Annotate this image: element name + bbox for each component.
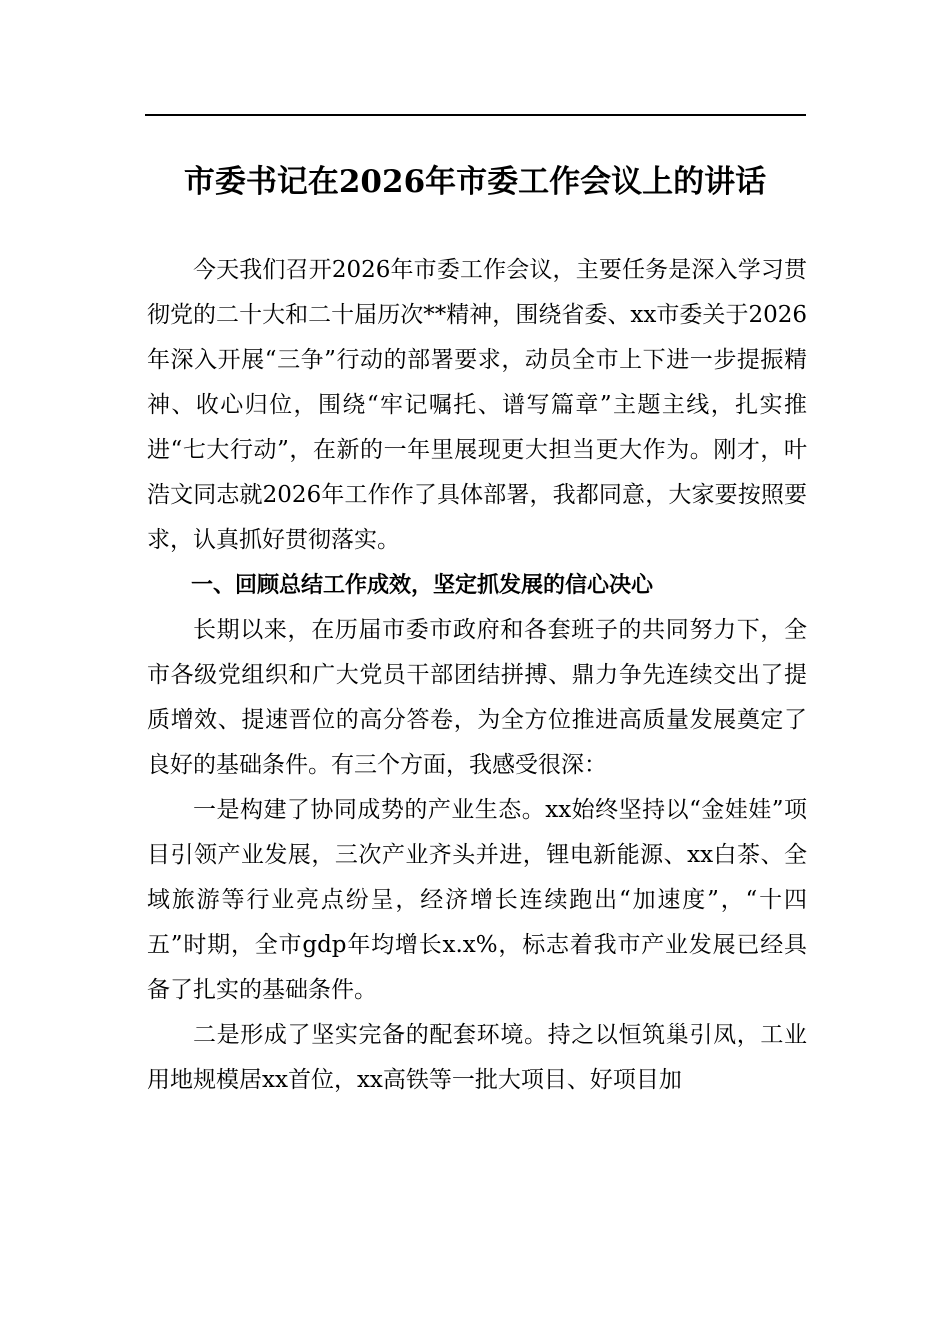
document-body bbox=[147, 248, 807, 1103]
header-rule bbox=[145, 114, 806, 116]
body-paragraph: 二是形成了坚实完备的配套环境。持之以恒筑巢引凤，工业用地规模居xx首位，xx高铁等一批大项目、好项目加 bbox=[147, 1022, 807, 1093]
intro-paragraph: 今天我们召开2026年市委工作会议，主要任务是深入学习贯彻党的二十大和二十届历次**精神，围绕省委、xx市委关于2026年深入开展“三争”行动的部署要求，动员全市上下进一步提振精神、收心归位，围绕“牢记嘱托、谱写篇章”主题主线，扎实推进“七大行动”，在新的一年里展现更大担当更大作为。刚才，叶浩文同志就2026年工作作了具体部署，我都同意，大家要按照要求，认真抓好贯彻落实。 bbox=[147, 257, 807, 553]
document-title: 市委书记在2026年市委工作会议上的讲话 bbox=[183, 164, 767, 200]
body-paragraph: 长期以来，在历届市委市政府和各套班子的共同努力下，全市各级党组织和广大党员干部团结拼搏、鼎力争先连续交出了提质增效、提速晋位的高分答卷，为全方位推进高质量发展奠定了良好的基础条件。有三个方面，我感受很深： bbox=[147, 617, 807, 778]
section-heading: 一、回顾总结工作成效，坚定抓发展的信心决心 bbox=[191, 573, 654, 598]
body-paragraph: 一是构建了协同成势的产业生态。xx始终坚持以“金娃娃”项目引领产业发展，三次产业齐头并进，锂电新能源、xx白茶、全域旅游等行业亮点纷呈，经济增长连续跑出“加速度”，“十四五”时期，全市gdp年均增长x.x%，标志着我市产业发展已经具备了扎实的基础条件。 bbox=[147, 797, 807, 1003]
